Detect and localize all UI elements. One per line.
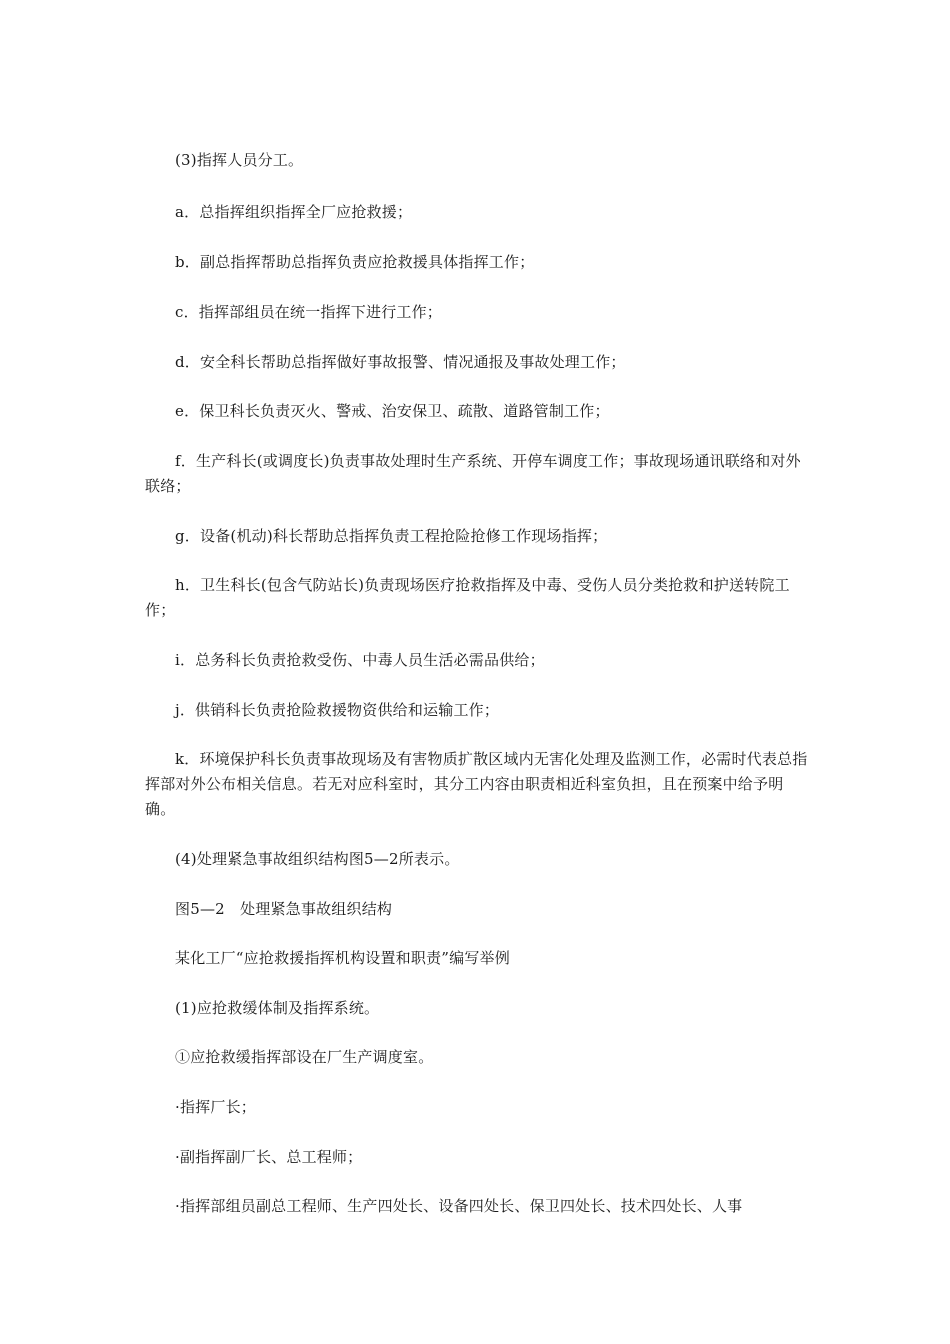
- paragraph-item-i: [145, 648, 813, 673]
- paragraph-text: (4)处理紧急事故组织结构图5—2所表示。: [175, 850, 460, 868]
- bullet-members: [145, 1194, 813, 1219]
- paragraph-item-d: [145, 350, 813, 375]
- paragraph-command-division: [145, 148, 813, 173]
- bullet-deputy-commander: [145, 1145, 813, 1170]
- paragraph-text: ·副指挥副厂长、总工程师；: [175, 1148, 363, 1166]
- paragraph-text: ·指挥部组员副总工程师、生产四处长、设备四处长、保卫四处长、技术四处长、人事: [175, 1197, 743, 1215]
- paragraph-item-b: [145, 250, 813, 275]
- bullet-commander: [145, 1095, 813, 1120]
- paragraph-text: j．供销科长负责抢险救援物资供给和运输工作；: [175, 701, 500, 719]
- paragraph-item-g: [145, 524, 813, 549]
- paragraph-text: ①应抢救缓指挥部设在厂生产调度室。: [175, 1048, 434, 1066]
- paragraph-text: k．环境保护科长负责事故现场及有害物质扩散区域内无害化处理及监测工作，必需时代表总指挥部对外公布相关信息。若无对应科室时，其分工内容由职责相近科室负担，且在预案中给予明确。: [145, 750, 808, 818]
- paragraph-example-title: [145, 946, 813, 971]
- paragraph-item-a: [145, 200, 813, 225]
- paragraph-text: b．副总指挥帮助总指挥负责应抢救援具体指挥工作；: [175, 253, 535, 271]
- paragraph-item-e: [145, 399, 813, 424]
- paragraph-text: c．指挥部组员在统一指挥下进行工作；: [175, 303, 443, 321]
- paragraph-text: f．生产科长(或调度长)负责事故处理时生产系统、开停车调度工作；事故现场通讯联络和对外联络；: [145, 452, 801, 495]
- paragraph-item-k: [145, 747, 813, 822]
- paragraph-item-f: [145, 449, 813, 499]
- paragraph-item-j: [145, 698, 813, 723]
- paragraph-text: a．总指挥组织指挥全厂应抢救援；: [175, 203, 413, 221]
- paragraph-headquarters: [145, 1045, 813, 1070]
- paragraph-text: 某化工厂“应抢救援指挥机构设置和职责”编写举例: [175, 949, 510, 967]
- paragraph-text: 图5—2 处理紧急事故组织结构: [175, 900, 393, 918]
- paragraph-text: e．保卫科长负责灭火、警戒、治安保卫、疏散、道路管制工作；: [175, 402, 610, 420]
- paragraph-org-structure: [145, 847, 813, 872]
- paragraph-item-h: [145, 573, 813, 623]
- paragraph-text: d．安全科长帮助总指挥做好事故报警、情况通报及事故处理工作；: [175, 353, 626, 371]
- paragraph-text: i．总务科长负责抢救受伤、中毒人员生活必需品供给；: [175, 651, 545, 669]
- paragraph-system: [145, 996, 813, 1021]
- paragraph-text: (3)指挥人员分工。: [175, 151, 304, 169]
- paragraph-item-c: [145, 300, 813, 325]
- figure-caption: [145, 897, 813, 922]
- paragraph-text: h．卫生科长(包含气防站长)负责现场医疗抢救指挥及中毒、受伤人员分类抢救和护送转院工作；: [145, 576, 790, 619]
- paragraph-text: g．设备(机动)科长帮助总指挥负责工程抢险抢修工作现场指挥；: [175, 527, 608, 545]
- paragraph-text: ·指挥厂长；: [175, 1098, 256, 1116]
- paragraph-text: (1)应抢救缓体制及指挥系统。: [175, 999, 380, 1017]
